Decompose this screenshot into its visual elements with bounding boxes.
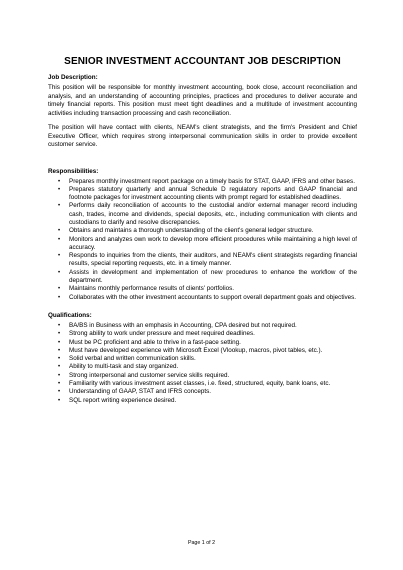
- list-item-text: Familiarity with various investment asset classes, i.e. fixed, structured, equity, bank loans, etc.: [69, 380, 331, 388]
- list-item: [48, 355, 357, 363]
- bullet-dot-icon: •: [58, 356, 61, 363]
- list-item-text: Understanding of GAAP, STAT and IFRS concepts.: [69, 388, 211, 396]
- bullet-dot-icon: •: [58, 203, 61, 210]
- list-item-text: BA/BS in Business with an emphasis in Accounting, CPA desired but not required.: [69, 321, 297, 329]
- bullet-dot-icon: •: [58, 372, 61, 379]
- list-item: [48, 397, 357, 405]
- bullet-dot-icon: •: [58, 269, 61, 276]
- list-item-text: Collaborates with the other investment accountants to support overall department goals and objectives.: [69, 293, 357, 301]
- bullet-dot-icon: •: [58, 322, 61, 329]
- bullet-dot-icon: •: [58, 186, 61, 193]
- list-item-text: Solid verbal and written communication skills.: [69, 355, 196, 363]
- list-item-text: Must have developed experience with Microsoft Excel (Vlookup, macros, pivot tables, etc.).: [69, 346, 323, 354]
- bullet-dot-icon: •: [58, 347, 61, 354]
- list-item: [48, 285, 357, 293]
- list-item-text: Monitors and analyzes own work to develop more efficient procedures while maintaining a high level of accuracy.: [69, 235, 357, 251]
- bullet-dot-icon: •: [58, 397, 61, 404]
- responsibilities-list: [48, 178, 357, 302]
- list-item: [48, 178, 357, 186]
- bullet-dot-icon: •: [58, 236, 61, 243]
- list-item-text: Responds to inquiries from the clients, their auditors, and NEAM's client strategists regarding financial results, special reporting requests, etc. in a timely manner.: [69, 252, 357, 268]
- bullet-dot-icon: •: [58, 294, 61, 301]
- bullet-dot-icon: •: [58, 228, 61, 235]
- bullet-dot-icon: •: [58, 389, 61, 396]
- list-item: [48, 269, 357, 286]
- list-item: [48, 236, 357, 253]
- list-item: [48, 252, 357, 269]
- list-item: [48, 347, 357, 355]
- list-item: [48, 380, 357, 388]
- list-item-text: Must be PC proficient and able to thrive in a fast-pace setting.: [69, 338, 241, 346]
- bullet-dot-icon: •: [58, 178, 61, 185]
- list-item-text: Strong ability to work under pressure and meet required deadlines.: [69, 330, 255, 338]
- bullet-dot-icon: •: [58, 364, 61, 371]
- list-item-text: Maintains monthly performance results of clients' portfolios.: [69, 285, 234, 293]
- list-item: [48, 227, 357, 235]
- bullet-dot-icon: •: [58, 331, 61, 338]
- job-description-paragraph-2: The position will have contact with clients, NEAM's client strategists, and the firm's President and Chief Executive Officer, which requires strong interpersonal communication skills in order to provide excellent customer service.: [48, 124, 357, 148]
- list-item-text: Prepares monthly investment report package on a timely basis for STAT, GAAP, IFRS and other bases.: [69, 177, 355, 185]
- bullet-dot-icon: •: [58, 253, 61, 260]
- job-description-heading: Job Description:: [48, 74, 98, 81]
- list-item: [48, 186, 357, 203]
- list-item-text: SQL report writing experience desired.: [69, 396, 177, 404]
- bullet-dot-icon: •: [58, 286, 61, 293]
- list-item: [48, 388, 357, 396]
- bullet-dot-icon: •: [58, 381, 61, 388]
- list-item: [48, 322, 357, 330]
- document-title: SENIOR INVESTMENT ACCOUNTANT JOB DESCRIPTION: [64, 56, 341, 67]
- list-item-text: Prepares statutory quarterly and annual Schedule D regulatory reports and GAAP financial and footnote packages for investment accounting clients with prompt regard for established deadlines.: [69, 185, 357, 202]
- bullet-dot-icon: •: [58, 339, 61, 346]
- list-item-text: Obtains and maintains a thorough understanding of the client's general ledger structure.: [69, 227, 314, 235]
- page-number-footer: Page 1 of 2: [187, 540, 216, 546]
- list-item: [48, 330, 357, 338]
- list-item-text: Assists in development and implementation of new procedures to enhance the workflow of the department.: [69, 268, 357, 285]
- list-item-text: Strong interpersonal and customer service skills required.: [69, 371, 230, 379]
- list-item-text: Performs daily reconciliation of accounts to the custodial and/or external manager record including cash, trades, income and dividends, special deposits, etc., including communication with clients and custodians to clarify and resolve discrepancies.: [69, 202, 357, 226]
- list-item: [48, 294, 357, 302]
- job-description-paragraph-1: This position will be responsible for monthly investment accounting, book close, account reconciliation and analysis, and an understanding of accounting principles, practices and procedures to deliver accurate and timely financial reports. This position must meet tight deadlines and a multitude of investment accounting activities including transaction processing and cash reconciliation.: [48, 84, 357, 117]
- qualifications-heading: Qualifications:: [48, 311, 92, 319]
- list-item-text: Ability to multi-task and stay organized.: [69, 363, 179, 371]
- list-item: [48, 339, 357, 347]
- list-item: [48, 363, 357, 371]
- list-item: [48, 372, 357, 380]
- qualifications-list: [48, 322, 357, 405]
- responsibilities-heading: Responsibilities:: [48, 167, 99, 175]
- list-item: [48, 202, 357, 227]
